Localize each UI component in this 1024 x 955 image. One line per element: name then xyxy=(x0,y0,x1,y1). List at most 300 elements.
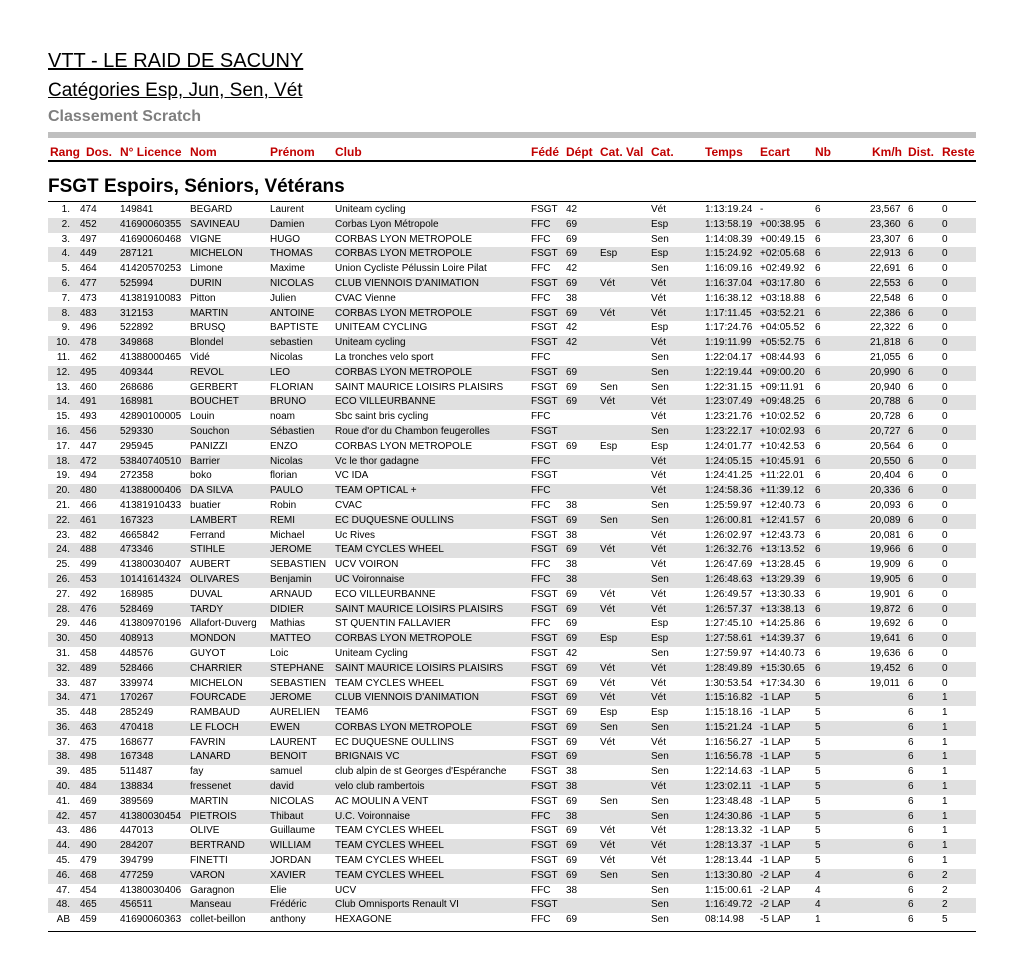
cell-club: Union Cycliste Pélussin Loire Pilat xyxy=(335,263,487,275)
cell-nom: DA SILVA xyxy=(190,485,233,497)
cell-nom: LAMBERT xyxy=(190,514,238,526)
table-row xyxy=(48,514,976,529)
cell-reste: 0 xyxy=(942,396,948,408)
cell-reste: 1 xyxy=(942,736,948,748)
cell-fede: FFC xyxy=(531,218,551,230)
cell-fede: FSGT xyxy=(531,692,558,704)
cell-dept: 69 xyxy=(566,588,578,600)
cell-dept: 38 xyxy=(566,499,578,511)
cell-ecart: +13:38.13 xyxy=(760,603,805,615)
cell-rang: 47. xyxy=(56,884,70,896)
cell-temps: 1:22:14.63 xyxy=(705,766,753,778)
cell-nb: 5 xyxy=(815,736,821,748)
table-row xyxy=(48,484,976,499)
cell-ecart: +03:18.88 xyxy=(760,292,805,304)
cell-ecart: -1 LAP xyxy=(760,766,791,778)
cell-licence: 41381910083 xyxy=(120,292,182,304)
cell-licence: 41381910433 xyxy=(120,499,182,511)
cell-ecart: +13:13.52 xyxy=(760,544,805,556)
cell-nb: 6 xyxy=(815,204,821,215)
cell-dept: 69 xyxy=(566,218,578,230)
cell-dos: 449 xyxy=(80,248,97,260)
cell-temps: 1:16:37.04 xyxy=(705,277,753,289)
cell-kmh: 23,360 xyxy=(870,218,901,230)
table-row xyxy=(48,662,976,677)
table-row xyxy=(48,499,976,514)
cell-reste: 0 xyxy=(942,381,948,393)
cell-cat: Vét xyxy=(651,307,667,319)
cell-cat: Vét xyxy=(651,559,667,571)
cell-rang: 44. xyxy=(56,840,70,852)
gray-divider xyxy=(48,132,976,138)
cell-nb: 6 xyxy=(815,425,821,437)
cell-fede: FSGT xyxy=(531,633,558,645)
cell-dos: 475 xyxy=(80,736,97,748)
cell-ecart: +05:52.75 xyxy=(760,337,805,349)
cell-reste: 0 xyxy=(942,411,948,423)
table-row xyxy=(48,632,976,647)
cell-nom: VIGNE xyxy=(190,233,222,245)
cell-temps: 1:16:38.12 xyxy=(705,292,753,304)
cell-dept: 69 xyxy=(566,618,578,630)
cell-prenom: BAPTISTE xyxy=(270,322,319,334)
cell-rang: 20. xyxy=(56,485,70,497)
cell-cat: Vét xyxy=(651,204,667,215)
cell-reste: 1 xyxy=(942,707,948,719)
cell-prenom: Nicolas xyxy=(270,455,303,467)
cell-prenom: noam xyxy=(270,411,296,423)
cell-cat: Esp xyxy=(651,322,669,334)
col-header-reste: Reste xyxy=(942,145,975,159)
cell-cat: Vét xyxy=(651,529,667,541)
cell-dist: 6 xyxy=(908,825,914,837)
cell-nb: 6 xyxy=(815,440,821,452)
cell-rang: 28. xyxy=(56,603,70,615)
cell-dept: 69 xyxy=(566,366,578,378)
cell-dos: 461 xyxy=(80,514,97,526)
cell-rang: 24. xyxy=(56,544,70,556)
cell-dos: 487 xyxy=(80,677,97,689)
cell-nom: fressenet xyxy=(190,781,232,793)
cell-dist: 6 xyxy=(908,277,914,289)
cell-ecart: +09:11.91 xyxy=(760,381,805,393)
cell-dos: 458 xyxy=(80,647,97,659)
cell-prenom: SEBASTIEN xyxy=(270,677,327,689)
cell-temps: 1:26:02.97 xyxy=(705,529,753,541)
cell-dist: 6 xyxy=(908,425,914,437)
cell-dept: 69 xyxy=(566,514,578,526)
cell-kmh: 22,691 xyxy=(870,263,901,275)
cell-nb: 6 xyxy=(815,559,821,571)
cell-reste: 1 xyxy=(942,721,948,733)
cell-club: Club Omnisports Renault VI xyxy=(335,899,459,911)
cell-dist: 6 xyxy=(908,884,914,896)
cell-prenom: Elie xyxy=(270,884,287,896)
cell-nb: 6 xyxy=(815,411,821,423)
cell-nom: AUBERT xyxy=(190,559,231,571)
cell-dist: 6 xyxy=(908,781,914,793)
cell-kmh: 21,055 xyxy=(870,351,901,363)
cell-rang: 6. xyxy=(61,277,70,289)
cell-prenom: FLORIAN xyxy=(270,381,314,393)
cell-fede: FSGT xyxy=(531,381,558,393)
cell-club: UNITEAM CYCLING xyxy=(335,322,428,334)
cell-club: CVAC xyxy=(335,499,363,511)
cell-dos: 494 xyxy=(80,470,97,482)
cell-catval: Vét xyxy=(600,692,616,704)
cell-reste: 1 xyxy=(942,781,948,793)
cell-prenom: Frédéric xyxy=(270,899,307,911)
cell-ecart: -2 LAP xyxy=(760,899,791,911)
cell-dist: 6 xyxy=(908,662,914,674)
cell-kmh: 23,567 xyxy=(870,204,901,215)
cell-club: CORBAS LYON METROPOLE xyxy=(335,721,473,733)
cell-rang: 48. xyxy=(56,899,70,911)
cell-prenom: REMI xyxy=(270,514,295,526)
cell-nom: OLIVE xyxy=(190,825,220,837)
cell-nb: 6 xyxy=(815,248,821,260)
cell-licence: 408913 xyxy=(120,633,154,645)
cell-cat: Sen xyxy=(651,573,669,585)
cell-dos: 452 xyxy=(80,218,97,230)
cell-dist: 6 xyxy=(908,381,914,393)
cell-club: SAINT MAURICE LOISIRS PLAISIRS xyxy=(335,662,504,674)
cell-dist: 6 xyxy=(908,233,914,245)
cell-reste: 0 xyxy=(942,263,948,275)
cell-temps: 1:22:31.15 xyxy=(705,381,753,393)
cell-ecart: -1 LAP xyxy=(760,825,791,837)
cell-dept: 69 xyxy=(566,721,578,733)
cell-prenom: LAURENT xyxy=(270,736,317,748)
cell-dist: 6 xyxy=(908,588,914,600)
cell-reste: 5 xyxy=(942,914,948,926)
cell-dist: 6 xyxy=(908,573,914,585)
cell-fede: FSGT xyxy=(531,677,558,689)
cell-nb: 6 xyxy=(815,588,821,600)
cell-rang: 2. xyxy=(61,218,70,230)
cell-nb: 6 xyxy=(815,381,821,393)
cell-nom: BRUSQ xyxy=(190,322,226,334)
ranking-type: Classement Scratch xyxy=(48,108,201,125)
cell-ecart: +13:30.33 xyxy=(760,588,805,600)
cell-club: EC DUQUESNE OULLINS xyxy=(335,514,454,526)
cell-dept: 38 xyxy=(566,529,578,541)
cell-dos: 496 xyxy=(80,322,97,334)
cell-licence: 525994 xyxy=(120,277,154,289)
cell-catval: Sen xyxy=(600,381,618,393)
cell-ecart: +00:38.95 xyxy=(760,218,805,230)
cell-nom: fay xyxy=(190,766,204,778)
cell-cat: Sen xyxy=(651,795,669,807)
cell-rang: 21. xyxy=(56,499,70,511)
cell-cat: Vét xyxy=(651,411,667,423)
cell-prenom: LEO xyxy=(270,366,291,378)
cell-rang: 41. xyxy=(56,795,70,807)
cell-prenom: JEROME xyxy=(270,544,312,556)
cell-ecart: -1 LAP xyxy=(760,781,791,793)
cell-prenom: STEPHANE xyxy=(270,662,324,674)
cell-dist: 6 xyxy=(908,440,914,452)
cell-nb: 4 xyxy=(815,899,821,911)
cell-rang: 43. xyxy=(56,825,70,837)
cell-prenom: ENZO xyxy=(270,440,298,452)
cell-cat: Vét xyxy=(651,825,667,837)
cell-dept: 69 xyxy=(566,736,578,748)
cell-prenom: THOMAS xyxy=(270,248,313,260)
cell-cat: Vét xyxy=(651,292,667,304)
cell-reste: 0 xyxy=(942,588,948,600)
cell-temps: 1:24:58.36 xyxy=(705,485,753,497)
cell-rang: 36. xyxy=(56,721,70,733)
cell-fede: FFC xyxy=(531,292,551,304)
cell-temps: 1:23:48.48 xyxy=(705,795,753,807)
cell-catval: Vét xyxy=(600,603,616,615)
cell-dept: 69 xyxy=(566,677,578,689)
cell-dos: 478 xyxy=(80,337,97,349)
cell-cat: Sen xyxy=(651,766,669,778)
cell-nb: 6 xyxy=(815,529,821,541)
cell-reste: 0 xyxy=(942,544,948,556)
cell-ecart: +12:40.73 xyxy=(760,499,805,511)
cell-prenom: florian xyxy=(270,470,298,482)
cell-dos: 499 xyxy=(80,559,97,571)
cell-catval: Vét xyxy=(600,736,616,748)
cell-kmh: 19,641 xyxy=(870,633,901,645)
cell-club: CORBAS LYON METROPOLE xyxy=(335,633,473,645)
cell-cat: Esp xyxy=(651,248,669,260)
cell-dept: 42 xyxy=(566,322,578,334)
cell-dos: 446 xyxy=(80,618,97,630)
cell-fede: FSGT xyxy=(531,440,558,452)
cell-dist: 6 xyxy=(908,337,914,349)
cell-ecart: - xyxy=(760,204,764,215)
cell-nom: FINETTI xyxy=(190,855,228,867)
cell-prenom: Robin xyxy=(270,499,297,511)
cell-rang: 27. xyxy=(56,588,70,600)
cell-licence: 41388000406 xyxy=(120,485,182,497)
cell-dist: 6 xyxy=(908,455,914,467)
cell-catval: Vét xyxy=(600,662,616,674)
col-header-cat: Cat. xyxy=(651,145,674,159)
cell-nb: 6 xyxy=(815,337,821,349)
cell-temps: 1:27:58.61 xyxy=(705,633,753,645)
cell-rang: 42. xyxy=(56,810,70,822)
cell-nom: Barrier xyxy=(190,455,221,467)
cell-reste: 0 xyxy=(942,470,948,482)
cell-temps: 1:17:24.76 xyxy=(705,322,753,334)
cell-nb: 6 xyxy=(815,662,821,674)
cell-fede: FSGT xyxy=(531,514,558,526)
cell-dept: 69 xyxy=(566,692,578,704)
cell-prenom: david xyxy=(270,781,294,793)
cell-licence: 447013 xyxy=(120,825,154,837)
cell-reste: 0 xyxy=(942,366,948,378)
table-row xyxy=(48,277,976,292)
cell-temps: 1:14:08.39 xyxy=(705,233,753,245)
cell-club: UC Voironnaise xyxy=(335,573,405,585)
cell-dos: 489 xyxy=(80,662,97,674)
cell-licence: 41380030454 xyxy=(120,810,182,822)
cell-dist: 6 xyxy=(908,692,914,704)
cell-nb: 5 xyxy=(815,766,821,778)
cell-prenom: Nicolas xyxy=(270,351,303,363)
cell-dist: 6 xyxy=(908,499,914,511)
cell-fede: FSGT xyxy=(531,647,558,659)
cell-cat: Vét xyxy=(651,337,667,349)
table-row xyxy=(48,366,976,381)
cell-dist: 6 xyxy=(908,470,914,482)
cell-dept: 69 xyxy=(566,840,578,852)
cell-dist: 6 xyxy=(908,411,914,423)
table-row xyxy=(48,603,976,618)
cell-ecart: +11:22.01 xyxy=(760,470,805,482)
table-row xyxy=(48,292,976,307)
results-table xyxy=(0,203,1024,928)
cell-dos: 460 xyxy=(80,381,97,393)
cell-dist: 6 xyxy=(908,263,914,275)
cell-kmh: 21,818 xyxy=(870,337,901,349)
table-row xyxy=(48,795,976,810)
table-row xyxy=(48,455,976,470)
cell-fede: FSGT xyxy=(531,795,558,807)
cell-fede: FSGT xyxy=(531,781,558,793)
cell-ecart: -5 LAP xyxy=(760,914,791,926)
table-row xyxy=(48,307,976,322)
cell-temps: 1:23:22.17 xyxy=(705,425,753,437)
cell-fede: FSGT xyxy=(531,588,558,600)
cell-dist: 6 xyxy=(908,899,914,911)
cell-kmh: 19,872 xyxy=(870,603,901,615)
cell-dist: 6 xyxy=(908,529,914,541)
cell-kmh: 20,727 xyxy=(870,425,901,437)
cell-cat: Sen xyxy=(651,899,669,911)
cell-licence: 473346 xyxy=(120,544,154,556)
cell-ecart: -1 LAP xyxy=(760,795,791,807)
cell-dos: 471 xyxy=(80,692,97,704)
cell-ecart: -1 LAP xyxy=(760,810,791,822)
cell-fede: FSGT xyxy=(531,204,558,215)
cell-rang: 12. xyxy=(56,366,70,378)
cell-kmh: 20,940 xyxy=(870,381,901,393)
cell-kmh: 19,011 xyxy=(870,677,900,689)
cell-kmh: 22,913 xyxy=(870,248,901,260)
table-row xyxy=(48,617,976,632)
cell-ecart: +09:48.25 xyxy=(760,396,805,408)
col-header-licence: N° Licence xyxy=(120,145,182,159)
cell-dept: 42 xyxy=(566,204,578,215)
cell-dist: 6 xyxy=(908,603,914,615)
table-row xyxy=(48,824,976,839)
cell-cat: Vét xyxy=(651,662,667,674)
cell-prenom: sebastien xyxy=(270,337,313,349)
cell-prenom: PAULO xyxy=(270,485,304,497)
cell-fede: FSGT xyxy=(531,825,558,837)
cell-temps: 08:14.98 xyxy=(705,914,744,926)
cell-reste: 1 xyxy=(942,795,948,807)
cell-dept: 69 xyxy=(566,277,578,289)
cell-fede: FSGT xyxy=(531,337,558,349)
cell-ecart: -1 LAP xyxy=(760,736,791,748)
cell-dos: 477 xyxy=(80,277,97,289)
cell-kmh: 20,336 xyxy=(870,485,901,497)
cell-licence: 522892 xyxy=(120,322,154,334)
cell-nb: 6 xyxy=(815,218,821,230)
cell-nb: 5 xyxy=(815,781,821,793)
table-row xyxy=(48,440,976,455)
cell-temps: 1:26:57.37 xyxy=(705,603,753,615)
cell-club: Uniteam cycling xyxy=(335,204,406,215)
cell-nom: boko xyxy=(190,470,212,482)
cell-licence: 149841 xyxy=(120,204,154,215)
cell-nb: 5 xyxy=(815,855,821,867)
cell-temps: 1:30:53.54 xyxy=(705,677,753,689)
cell-cat: Sen xyxy=(651,751,669,763)
cell-temps: 1:15:16.82 xyxy=(705,692,753,704)
cell-club: AC MOULIN A VENT xyxy=(335,795,429,807)
cell-cat: Vét xyxy=(651,277,667,289)
cell-reste: 0 xyxy=(942,499,948,511)
cell-reste: 0 xyxy=(942,603,948,615)
cell-licence: 268686 xyxy=(120,381,154,393)
table-row xyxy=(48,233,976,248)
table-row xyxy=(48,543,976,558)
cell-nb: 6 xyxy=(815,366,821,378)
cell-ecart: -1 LAP xyxy=(760,855,791,867)
cell-cat: Sen xyxy=(651,233,669,245)
page-subtitle: Catégories Esp, Jun, Sen, Vét xyxy=(48,80,303,101)
cell-nom: MARTIN xyxy=(190,795,229,807)
cell-cat: Sen xyxy=(651,884,669,896)
cell-temps: 1:15:18.16 xyxy=(705,707,753,719)
cell-reste: 0 xyxy=(942,322,948,334)
cell-cat: Sen xyxy=(651,514,669,526)
cell-ecart: +02:05.68 xyxy=(760,248,805,260)
cell-nom: Vidé xyxy=(190,351,210,363)
cell-nom: Limone xyxy=(190,263,223,275)
cell-cat: Esp xyxy=(651,440,669,452)
cell-dist: 6 xyxy=(908,544,914,556)
cell-fede: FSGT xyxy=(531,425,558,437)
table-row xyxy=(48,351,976,366)
table-row xyxy=(48,810,976,825)
cell-nom: collet-beillon xyxy=(190,914,246,926)
cell-temps: 1:23:07.49 xyxy=(705,396,753,408)
section-divider xyxy=(48,201,976,202)
cell-ecart: +02:49.92 xyxy=(760,263,805,275)
cell-dos: 468 xyxy=(80,869,97,881)
cell-prenom: Laurent xyxy=(270,204,304,215)
cell-ecart: +04:05.52 xyxy=(760,322,805,334)
cell-ecart: -2 LAP xyxy=(760,884,791,896)
cell-temps: 1:28:13.37 xyxy=(705,840,753,852)
cell-temps: 1:24:05.15 xyxy=(705,455,753,467)
cell-ecart: +14:40.73 xyxy=(760,647,805,659)
cell-kmh: 22,386 xyxy=(870,307,901,319)
cell-club: CLUB VIENNOIS D'ANIMATION xyxy=(335,692,479,704)
cell-dist: 6 xyxy=(908,869,914,881)
cell-rang: 37. xyxy=(56,736,70,748)
cell-dos: 453 xyxy=(80,573,97,585)
cell-nb: 5 xyxy=(815,692,821,704)
cell-dept: 69 xyxy=(566,381,578,393)
cell-rang: 31. xyxy=(56,647,70,659)
cell-dist: 6 xyxy=(908,218,914,230)
col-header-fede: Fédé xyxy=(531,145,560,159)
cell-club: Uniteam cycling xyxy=(335,337,406,349)
cell-dist: 6 xyxy=(908,322,914,334)
cell-fede: FSGT xyxy=(531,322,558,334)
cell-ecart: +03:17.80 xyxy=(760,277,805,289)
